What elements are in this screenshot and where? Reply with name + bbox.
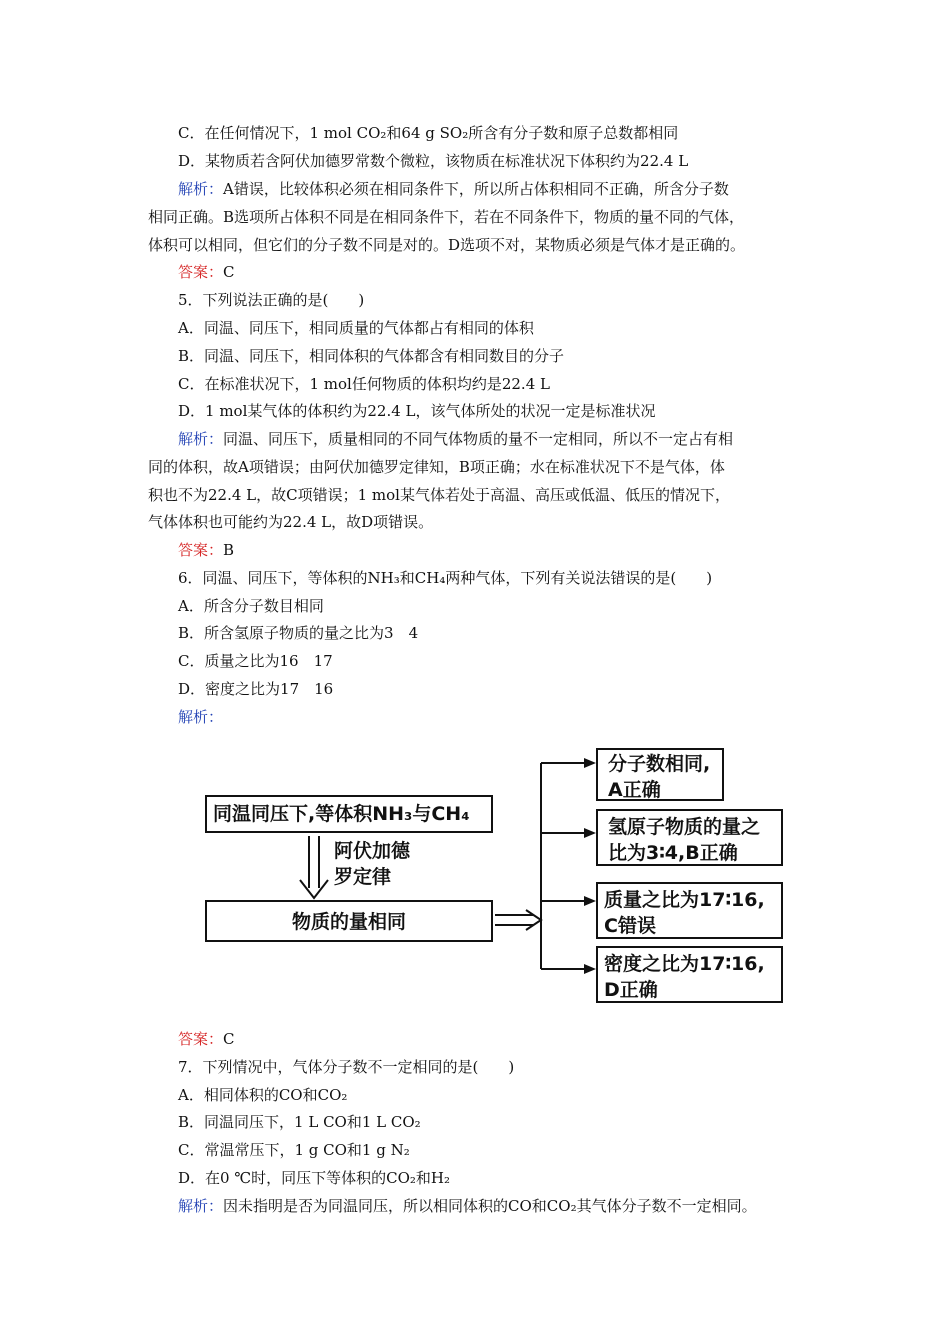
analysis-label: 解析： bbox=[178, 180, 224, 198]
q6-option-c: C．质量之比为16 17 bbox=[178, 652, 333, 670]
q6-option-a: A．所含分子数目相同 bbox=[178, 597, 324, 615]
q5-analysis-line-4: 气体体积也可能约为22.4 L，故D项错误。 bbox=[148, 513, 434, 531]
q5-analysis-line-3: 积也不为22.4 L，故C项错误；1 mol某气体若处于高温、高压或低温、低压的情况下， bbox=[148, 486, 730, 504]
analysis-text: 因未指明是否为同温同压，所以相同体积的CO和CO₂其气体分子数不一定相同。 bbox=[223, 1197, 757, 1215]
q7-option-a: A．相同体积的CO和CO₂ bbox=[178, 1086, 348, 1104]
result-1-line-1: 分子数相同, bbox=[608, 753, 711, 775]
q6-analysis-label: 解析： bbox=[178, 708, 224, 726]
q6-stem: 6．同温、同压下，等体积的NH₃和CH₄两种气体，下列有关说法错误的是( ) bbox=[178, 569, 713, 587]
result-1-line-2: A正确 bbox=[608, 779, 661, 801]
q4-analysis-line-2: 相同正确。B选项所占体积不同是在相同条件下，若在不同条件下，物质的量不同的气体， bbox=[148, 208, 745, 226]
q7-analysis-line-1 bbox=[178, 1196, 757, 1216]
answer-label: 答案： bbox=[178, 1030, 224, 1048]
answer-value: B bbox=[223, 541, 235, 559]
q4-option-d: D．某物质若含阿伏加德罗常数个微粒，该物质在标准状况下体积约为22.4 L bbox=[178, 152, 689, 170]
q5-option-d: D．1 mol某气体的体积约为22.4 L，该气体所处的状况一定是标准状况 bbox=[178, 402, 656, 420]
q6-answer bbox=[178, 1029, 235, 1049]
analysis-label: 解析： bbox=[178, 430, 224, 448]
branch-2-arrowhead bbox=[584, 828, 596, 838]
right-arrow-head bbox=[526, 910, 541, 930]
branch-1-arrowhead bbox=[584, 758, 596, 768]
diagram-middle-box: 物质的量相同 bbox=[205, 900, 493, 942]
q7-option-b: B．同温同压下，1 L CO和1 L CO₂ bbox=[178, 1113, 421, 1131]
result-box-2 bbox=[596, 809, 783, 866]
q5-option-c: C．在标准状况下，1 mol任何物质的体积均约是22.4 L bbox=[178, 375, 550, 393]
result-2-line-2: 比为3∶4,B正确 bbox=[608, 842, 738, 864]
q5-option-b: B．同温、同压下，相同体积的气体都含有相同数目的分子 bbox=[178, 347, 565, 365]
result-4-line-1: 密度之比为17∶16, bbox=[604, 953, 765, 975]
q5-analysis-line-2: 同的体积，故A项错误；由阿伏加德罗定律知，B项正确；水在标准状况下不是气体，体 bbox=[148, 458, 725, 476]
q5-stem: 5．下列说法正确的是( ) bbox=[178, 291, 365, 309]
arrow-label-line-2: 罗定律 bbox=[334, 866, 392, 888]
result-4-line-2: D正确 bbox=[604, 979, 658, 1001]
result-3-line-1: 质量之比为17∶16, bbox=[604, 889, 765, 911]
analysis-label: 解析： bbox=[178, 1197, 224, 1215]
q5-option-a: A．同温、同压下，相同质量的气体都占有相同的体积 bbox=[178, 319, 534, 337]
result-box-3 bbox=[596, 882, 783, 939]
answer-value: C bbox=[223, 263, 235, 281]
result-2-line-1: 氢原子物质的量之 bbox=[608, 816, 761, 838]
q7-option-d: D．在0 ℃时，同压下等体积的CO₂和H₂ bbox=[178, 1169, 451, 1187]
answer-label: 答案： bbox=[178, 541, 224, 559]
result-3-line-2: C错误 bbox=[604, 915, 656, 937]
diagram-start-box: 同温同压下,等体积NH₃与CH₄ bbox=[205, 795, 493, 833]
q4-analysis-line-3: 体积可以相同，但它们的分子数不同是对的。D选项不对，某物质必须是气体才是正确的。 bbox=[148, 236, 746, 254]
q7-option-c: C．常温常压下，1 g CO和1 g N₂ bbox=[178, 1141, 410, 1159]
branch-3-arrowhead bbox=[584, 896, 596, 906]
answer-label: 答案： bbox=[178, 263, 224, 281]
analysis-text: 同温、同压下，质量相同的不同气体物质的量不一定相同，所以不一定占有相 bbox=[223, 430, 734, 448]
answer-value: C bbox=[223, 1030, 235, 1048]
q4-option-c: C．在任何情况下，1 mol CO₂和64 g SO₂所含有分子数和原子总数都相同 bbox=[178, 124, 679, 142]
result-box-1 bbox=[596, 748, 724, 801]
analysis-text: A错误，比较体积必须在相同条件下，所以所占体积相同不正确，所含分子数 bbox=[223, 180, 729, 198]
arrow-label-line-1: 阿伏加德 bbox=[334, 840, 411, 862]
q7-stem: 7．下列情况中，气体分子数不一定相同的是( ) bbox=[178, 1058, 515, 1076]
result-box-4 bbox=[596, 946, 783, 1003]
q6-option-d: D．密度之比为17 16 bbox=[178, 680, 334, 698]
branch-4-arrowhead bbox=[584, 964, 596, 974]
down-arrow-head bbox=[300, 880, 328, 898]
q6-option-b: B．所含氢原子物质的量之比为3 4 bbox=[178, 624, 419, 642]
